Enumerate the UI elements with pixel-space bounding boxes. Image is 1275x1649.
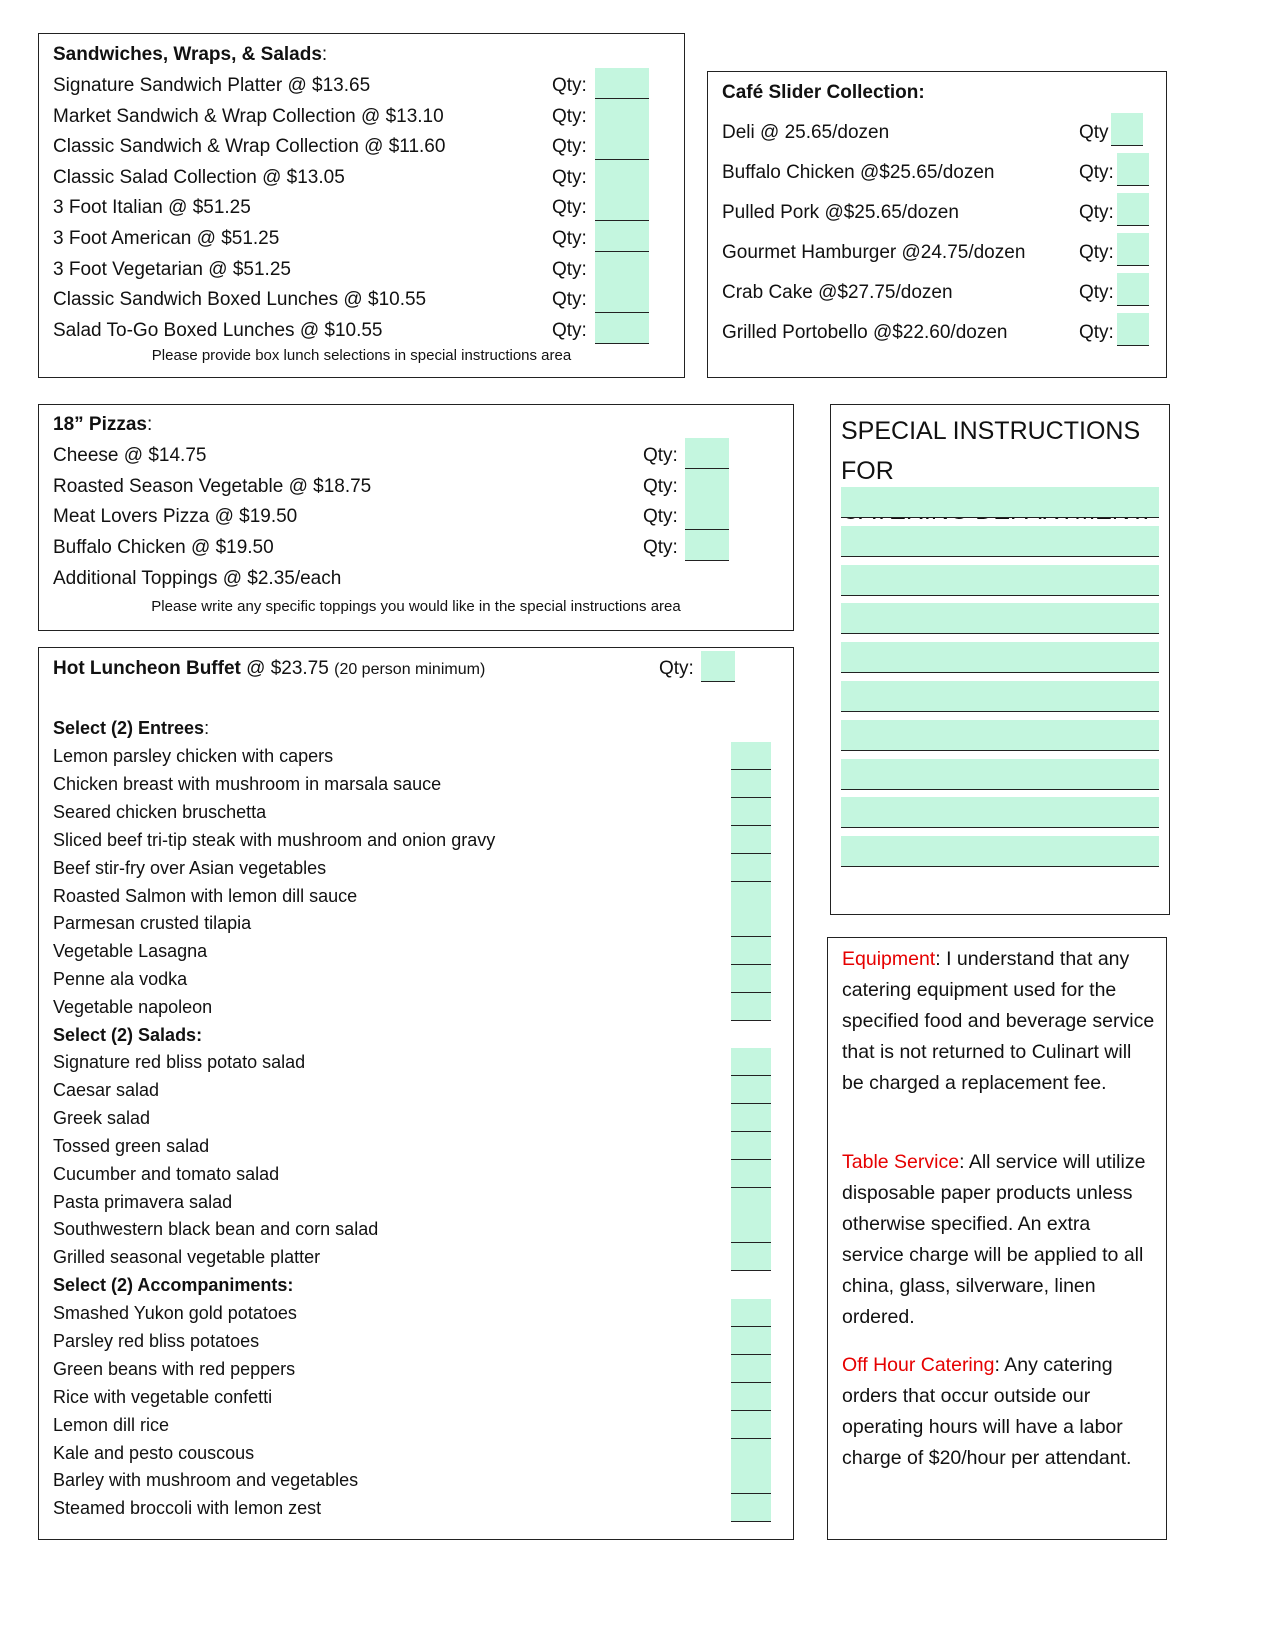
policies-section bbox=[827, 937, 1167, 1540]
buffet-option-label: Rice with vegetable confetti bbox=[53, 1386, 273, 1407]
selection-field[interactable] bbox=[731, 1243, 771, 1271]
qty-field[interactable] bbox=[1117, 313, 1149, 346]
qty-label: Qty: bbox=[643, 445, 678, 466]
instruction-line[interactable] bbox=[841, 603, 1159, 634]
slider-item-row bbox=[708, 238, 1166, 268]
slider-item-label: Grilled Portobello @$22.60/dozen bbox=[722, 322, 1008, 343]
selection-field[interactable] bbox=[731, 1215, 771, 1243]
buffet-option-label: Caesar salad bbox=[53, 1079, 160, 1100]
slider-item-label: Crab Cake @$27.75/dozen bbox=[722, 282, 953, 303]
instruction-line[interactable] bbox=[841, 565, 1159, 596]
pizza-item-row bbox=[39, 441, 793, 471]
sandwiches-title: Sandwiches, Wraps, & Salads: bbox=[53, 44, 328, 65]
slider-item-label: Deli @ 25.65/dozen bbox=[722, 122, 890, 143]
qty-field[interactable] bbox=[1117, 193, 1149, 226]
buffet-option-label: Chicken breast with mushroom in marsala sauce bbox=[53, 773, 442, 794]
selection-field[interactable] bbox=[731, 1327, 771, 1355]
toppings-label: Additional Toppings @ $2.35/each bbox=[53, 568, 342, 589]
buffet-option-label: Pasta primavera salad bbox=[53, 1191, 233, 1212]
selection-field[interactable] bbox=[731, 882, 771, 910]
buffet-qty-field[interactable] bbox=[701, 651, 735, 682]
slider-item-row bbox=[708, 198, 1166, 228]
selection-field[interactable] bbox=[731, 1076, 771, 1104]
equipment-policy bbox=[842, 944, 1156, 1099]
qty-label: Qty: bbox=[552, 75, 587, 96]
sandwiches-section bbox=[38, 33, 685, 378]
menu-item-label: 3 Foot American @ $51.25 bbox=[53, 228, 280, 249]
buffet-option-label: Smashed Yukon gold potatoes bbox=[53, 1303, 297, 1323]
selection-field[interactable] bbox=[731, 1132, 771, 1160]
menu-item-label: 3 Foot Vegetarian @ $51.25 bbox=[53, 258, 291, 280]
qty-label: Qty: bbox=[1079, 202, 1114, 223]
slider-item-row bbox=[708, 158, 1166, 188]
buffet-option-label: Greek salad bbox=[53, 1107, 151, 1128]
sandwiches-note: Please provide box lunch selections in special instructions area bbox=[151, 347, 572, 364]
buffet-section bbox=[38, 647, 794, 1540]
selection-field[interactable] bbox=[731, 742, 771, 770]
buffet-option-label: Seared chicken bruschetta bbox=[53, 801, 267, 822]
selection-field[interactable] bbox=[731, 1104, 771, 1132]
qty-field[interactable] bbox=[685, 499, 729, 530]
qty-field[interactable] bbox=[1117, 273, 1149, 306]
pizzas-note: Please write any specific toppings you would like in the special instructions area bbox=[151, 598, 681, 615]
menu-item-label: Market Sandwich & Wrap Collection @ $13.10 bbox=[53, 105, 444, 127]
selection-field[interactable] bbox=[731, 1494, 771, 1522]
selection-field[interactable] bbox=[731, 770, 771, 798]
selection-field[interactable] bbox=[731, 1439, 771, 1467]
pizzas-title: 18” Pizzas: bbox=[53, 414, 153, 435]
instruction-line[interactable] bbox=[841, 759, 1159, 790]
selection-field[interactable] bbox=[731, 1411, 771, 1439]
menu-item-row bbox=[39, 102, 684, 132]
qty-label: Qty: bbox=[643, 536, 678, 558]
selection-field[interactable] bbox=[731, 993, 771, 1021]
slider-item-label: Gourmet Hamburger @24.75/dozen bbox=[722, 242, 1026, 263]
qty-label: Qty: bbox=[552, 258, 587, 280]
qty-label: Qty: bbox=[1079, 282, 1114, 303]
buffet-subheader-suffix: : bbox=[204, 718, 210, 738]
selection-field[interactable] bbox=[731, 1383, 771, 1411]
qty-label: Qty: bbox=[552, 319, 587, 341]
buffet-option-label: Sliced beef tri-tip steak with mushroom and onion gravy bbox=[53, 829, 496, 850]
selection-field[interactable] bbox=[731, 937, 771, 965]
menu-item-label: Classic Sandwich Boxed Lunches @ $10.55 bbox=[53, 289, 427, 311]
buffet-subheader-text: Select (2) Accompaniments: bbox=[53, 1275, 294, 1295]
menu-item-row bbox=[39, 316, 684, 346]
pizzas-section bbox=[38, 404, 794, 631]
qty-label: Qty: bbox=[643, 506, 678, 528]
buffet-option-label: Signature red bliss potato salad bbox=[53, 1052, 306, 1072]
buffet-option-label: Roasted Salmon with lemon dill sauce bbox=[53, 885, 358, 906]
qty-field[interactable] bbox=[685, 530, 729, 561]
qty-label: Qty: bbox=[1079, 322, 1114, 343]
menu-item-row bbox=[39, 71, 684, 101]
buffet-qty-row bbox=[39, 654, 793, 684]
buffet-option-label: Vegetable Lasagna bbox=[53, 941, 208, 962]
menu-item-label: 3 Foot Italian @ $51.25 bbox=[53, 197, 251, 219]
buffet-option-label: Vegetable napoleon bbox=[53, 997, 213, 1018]
qty-field[interactable] bbox=[595, 282, 649, 313]
pizza-item-label: Cheese @ $14.75 bbox=[53, 445, 207, 466]
buffet-subheader bbox=[53, 1271, 293, 1300]
instructions-title: SPECIAL INSTRUCTIONS FOR bbox=[841, 417, 1141, 485]
buffet-option-label: Steamed broccoli with lemon zest bbox=[53, 1498, 322, 1519]
buffet-option-label: Barley with mushroom and vegetables bbox=[53, 1470, 359, 1491]
selection-field[interactable] bbox=[731, 909, 771, 937]
selection-field[interactable] bbox=[731, 965, 771, 993]
menu-item-label: Salad To-Go Boxed Lunches @ $10.55 bbox=[53, 319, 383, 341]
table-service-policy bbox=[842, 1147, 1156, 1333]
qty-field[interactable] bbox=[595, 68, 649, 99]
buffet-title: Hot Luncheon Buffet @ $23.75 (20 person minimum) bbox=[53, 658, 486, 679]
buffet-qty-label: Qty: bbox=[659, 658, 694, 679]
buffet-option-label: Kale and pesto couscous bbox=[53, 1442, 255, 1463]
qty-field[interactable] bbox=[595, 99, 649, 130]
menu-item-row bbox=[39, 193, 684, 223]
qty-field[interactable] bbox=[595, 313, 649, 344]
qty-field[interactable] bbox=[1117, 153, 1149, 186]
menu-item-label: Signature Sandwich Platter @ $13.65 bbox=[53, 75, 371, 96]
menu-item-row bbox=[39, 132, 684, 162]
buffet-option-label: Parmesan crusted tilapia bbox=[53, 913, 252, 934]
qty-label: Qty: bbox=[643, 475, 678, 497]
instruction-line[interactable] bbox=[841, 487, 1159, 518]
off-hour-policy bbox=[842, 1350, 1156, 1474]
qty-label: Qty: bbox=[552, 228, 587, 249]
pizza-item-row bbox=[39, 472, 793, 502]
sliders-section bbox=[707, 71, 1167, 378]
qty-label: Qty: bbox=[552, 136, 587, 158]
pizza-item-label: Buffalo Chicken @ $19.50 bbox=[53, 536, 274, 558]
instruction-line[interactable] bbox=[841, 642, 1159, 673]
off-hour-label: Off Hour Catering bbox=[842, 1354, 995, 1376]
selection-field[interactable] bbox=[731, 1466, 771, 1494]
qty-label: Qty: bbox=[552, 105, 587, 127]
menu-item-row bbox=[39, 285, 684, 315]
qty-field[interactable] bbox=[595, 129, 649, 160]
buffet-option-label: Penne ala vodka bbox=[53, 969, 188, 990]
qty-label: Qty: bbox=[552, 289, 587, 311]
buffet-option-label: Tossed green salad bbox=[53, 1135, 210, 1156]
buffet-option-label: Beef stir-fry over Asian vegetables bbox=[53, 857, 327, 878]
menu-item-row bbox=[39, 255, 684, 285]
instruction-line[interactable] bbox=[841, 526, 1159, 557]
qty-field[interactable] bbox=[685, 469, 729, 500]
pizza-item-label: Roasted Season Vegetable @ $18.75 bbox=[53, 475, 372, 497]
toppings-row bbox=[39, 564, 793, 594]
selection-field[interactable] bbox=[731, 1048, 771, 1076]
qty-label: Qty: bbox=[1079, 242, 1114, 263]
equipment-label: Equipment bbox=[842, 948, 936, 970]
instruction-line[interactable] bbox=[841, 797, 1159, 828]
instructions-section bbox=[830, 404, 1170, 915]
menu-item-label: Classic Salad Collection @ $13.05 bbox=[53, 166, 345, 188]
qty-field[interactable] bbox=[595, 221, 649, 252]
buffet-subheader-text: Select (2) Salads: bbox=[53, 1025, 203, 1045]
equipment-text: : I understand that any catering equipment used for the specified food and beverage service that is not returned to Culinart will be charged a replacement fee. bbox=[842, 948, 1155, 1094]
buffet-option-label: Grilled seasonal vegetable platter bbox=[53, 1247, 321, 1268]
qty-label: Qty: bbox=[1079, 162, 1114, 183]
buffet-option-label: Parsley red bliss potatoes bbox=[53, 1330, 260, 1351]
selection-field[interactable] bbox=[731, 1188, 771, 1216]
selection-field[interactable] bbox=[731, 1299, 771, 1327]
buffet-option-label: Southwestern black bean and corn salad bbox=[53, 1219, 379, 1240]
pizza-item-row bbox=[39, 533, 793, 563]
buffet-option-label: Lemon parsley chicken with capers bbox=[53, 746, 334, 766]
qty-label: Qty: bbox=[552, 197, 587, 219]
sliders-title: Café Slider Collection: bbox=[722, 82, 925, 103]
slider-item-label: Buffalo Chicken @$25.65/dozen bbox=[722, 162, 995, 183]
buffet-option-label: Cucumber and tomato salad bbox=[53, 1163, 280, 1184]
slider-item-row bbox=[708, 118, 1166, 148]
table-service-text: : All service will utilize disposable paper products unless otherwise specified. An extra service charge will be applied to all china, glass, silverware, linen ordered. bbox=[842, 1151, 1146, 1328]
pizza-item-row bbox=[39, 502, 793, 532]
qty-field[interactable] bbox=[595, 190, 649, 221]
qty-label: Qty bbox=[1079, 122, 1109, 143]
buffet-subheader bbox=[53, 1021, 202, 1050]
selection-field[interactable] bbox=[731, 1160, 771, 1188]
menu-item-row bbox=[39, 224, 684, 254]
selection-field[interactable] bbox=[731, 854, 771, 882]
instruction-line[interactable] bbox=[841, 681, 1159, 712]
slider-item-label: Pulled Pork @$25.65/dozen bbox=[722, 202, 959, 223]
pizza-item-label: Meat Lovers Pizza @ $19.50 bbox=[53, 506, 298, 528]
buffet-subheader-text: Select (2) Entrees bbox=[53, 718, 205, 738]
instruction-line[interactable] bbox=[841, 836, 1159, 867]
qty-field[interactable] bbox=[685, 438, 729, 469]
qty-field[interactable] bbox=[1111, 113, 1143, 146]
table-service-label: Table Service bbox=[842, 1151, 960, 1173]
instruction-line[interactable] bbox=[841, 720, 1159, 751]
qty-field[interactable] bbox=[595, 252, 649, 283]
buffet-option-label: Lemon dill rice bbox=[53, 1414, 170, 1435]
slider-item-row bbox=[708, 278, 1166, 308]
qty-label: Qty: bbox=[552, 166, 587, 188]
selection-field[interactable] bbox=[731, 798, 771, 826]
slider-item-row bbox=[708, 318, 1166, 348]
buffet-subheader bbox=[53, 714, 209, 743]
qty-field[interactable] bbox=[1117, 233, 1149, 266]
menu-item-row bbox=[39, 163, 684, 193]
qty-field[interactable] bbox=[595, 160, 649, 191]
menu-item-label: Classic Sandwich & Wrap Collection @ $11.60 bbox=[53, 136, 446, 158]
selection-field[interactable] bbox=[731, 826, 771, 854]
buffet-option-label: Green beans with red peppers bbox=[53, 1358, 296, 1379]
off-hour-text: : Any catering orders that occur outside our operating hours will have a labor charge of $20/hour per attendant. bbox=[842, 1354, 1132, 1469]
selection-field[interactable] bbox=[731, 1355, 771, 1383]
